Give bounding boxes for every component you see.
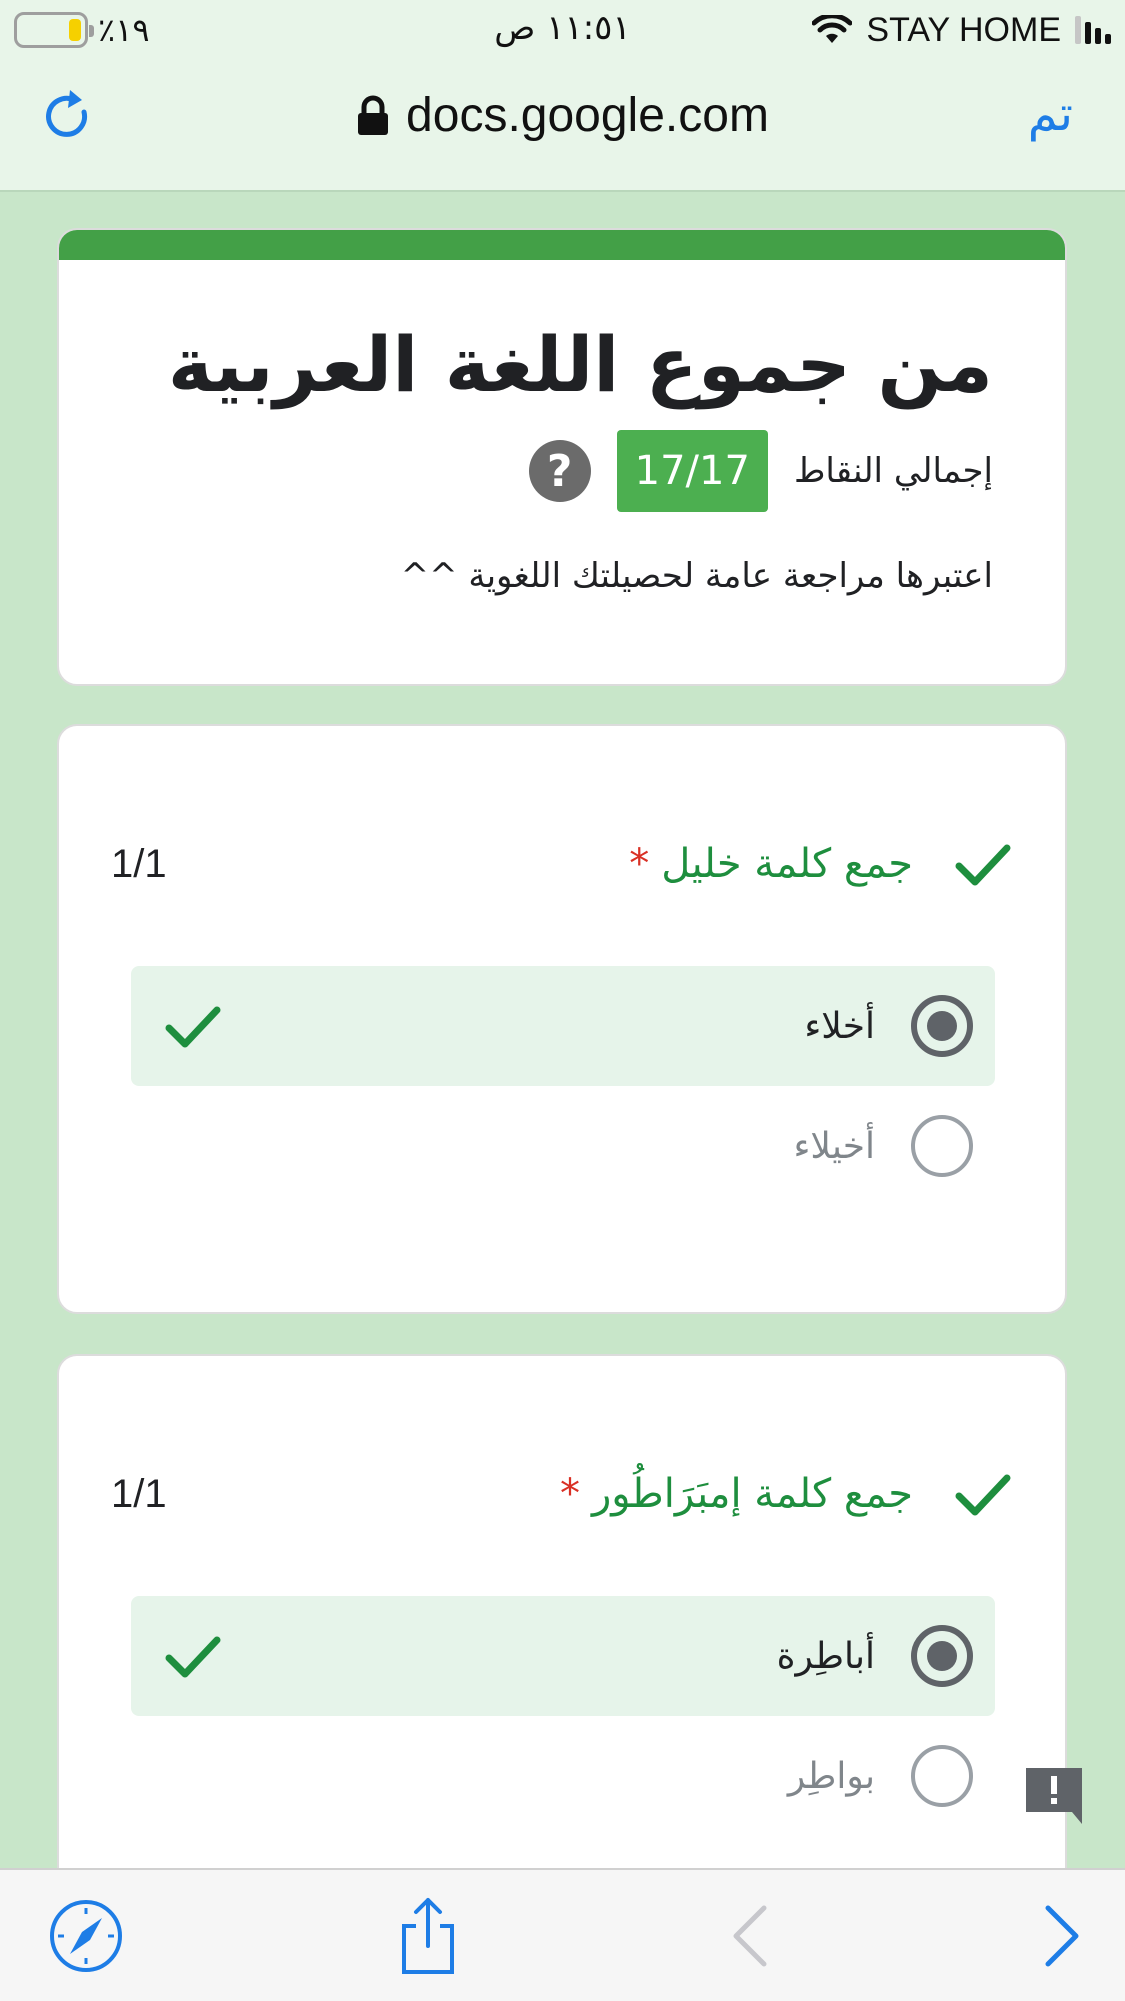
lock-icon	[356, 95, 390, 137]
option-selected[interactable]	[131, 1596, 995, 1716]
feedback-icon[interactable]	[1024, 1766, 1084, 1826]
option-label: أخلاء	[804, 1005, 875, 1047]
status-bar	[0, 0, 1125, 58]
forward-icon[interactable]	[1024, 1896, 1104, 1976]
question-score: 1/1	[111, 1471, 167, 1516]
points-label: إجمالي النقاط	[793, 451, 993, 491]
required-mark: *	[559, 1471, 580, 1517]
question-title: جمع كلمة خليل	[661, 841, 913, 887]
browser-bar	[0, 58, 1125, 192]
radio-button-checked[interactable]	[911, 1625, 973, 1687]
option[interactable]	[131, 1716, 995, 1836]
battery-percent: ٪١٩	[98, 11, 150, 49]
wifi-icon	[812, 15, 852, 45]
form-title: من جموع اللغة العربية	[167, 320, 993, 409]
correct-check-icon	[163, 1626, 223, 1686]
option-selected[interactable]	[131, 966, 995, 1086]
question-header	[111, 1464, 1013, 1524]
option-label: أباطِرة	[776, 1635, 875, 1677]
header-accent-band	[59, 230, 1065, 260]
correct-check-icon	[163, 996, 223, 1056]
status-time: ١١:٥١ ص	[494, 8, 631, 48]
correct-check-icon	[953, 1464, 1013, 1524]
browser-toolbar	[0, 1868, 1125, 2001]
total-points	[529, 426, 993, 516]
option-label: بواطِر	[787, 1755, 875, 1797]
radio-button[interactable]	[911, 1115, 973, 1177]
points-badge: 17/17	[617, 430, 768, 512]
form-description: اعتبرها مراجعة عامة لحصيلتك اللغوية ^^	[400, 556, 993, 596]
required-mark: *	[629, 841, 650, 887]
done-button[interactable]: تم	[1027, 86, 1073, 142]
question-header	[111, 834, 1013, 894]
signal-icon	[1075, 16, 1111, 44]
correct-check-icon	[953, 834, 1013, 894]
url-text: docs.google.com	[406, 89, 769, 142]
question-title: جمع كلمة إمبَرَاطُور	[591, 1471, 913, 1517]
option[interactable]	[131, 1086, 995, 1206]
radio-button[interactable]	[911, 1745, 973, 1807]
address-bar[interactable]	[0, 88, 1125, 143]
question-card	[57, 724, 1067, 1314]
question-card	[57, 1354, 1067, 1954]
compass-icon[interactable]	[46, 1896, 126, 1976]
question-score: 1/1	[111, 841, 167, 886]
form-header-card	[57, 228, 1067, 686]
option-label: أخيلاء	[793, 1125, 875, 1167]
carrier-name: STAY HOME	[866, 10, 1061, 49]
help-icon[interactable]: ?	[529, 440, 591, 502]
back-icon	[712, 1896, 792, 1976]
connectivity	[812, 10, 1111, 50]
radio-button-checked[interactable]	[911, 995, 973, 1057]
share-icon[interactable]	[388, 1896, 468, 1976]
